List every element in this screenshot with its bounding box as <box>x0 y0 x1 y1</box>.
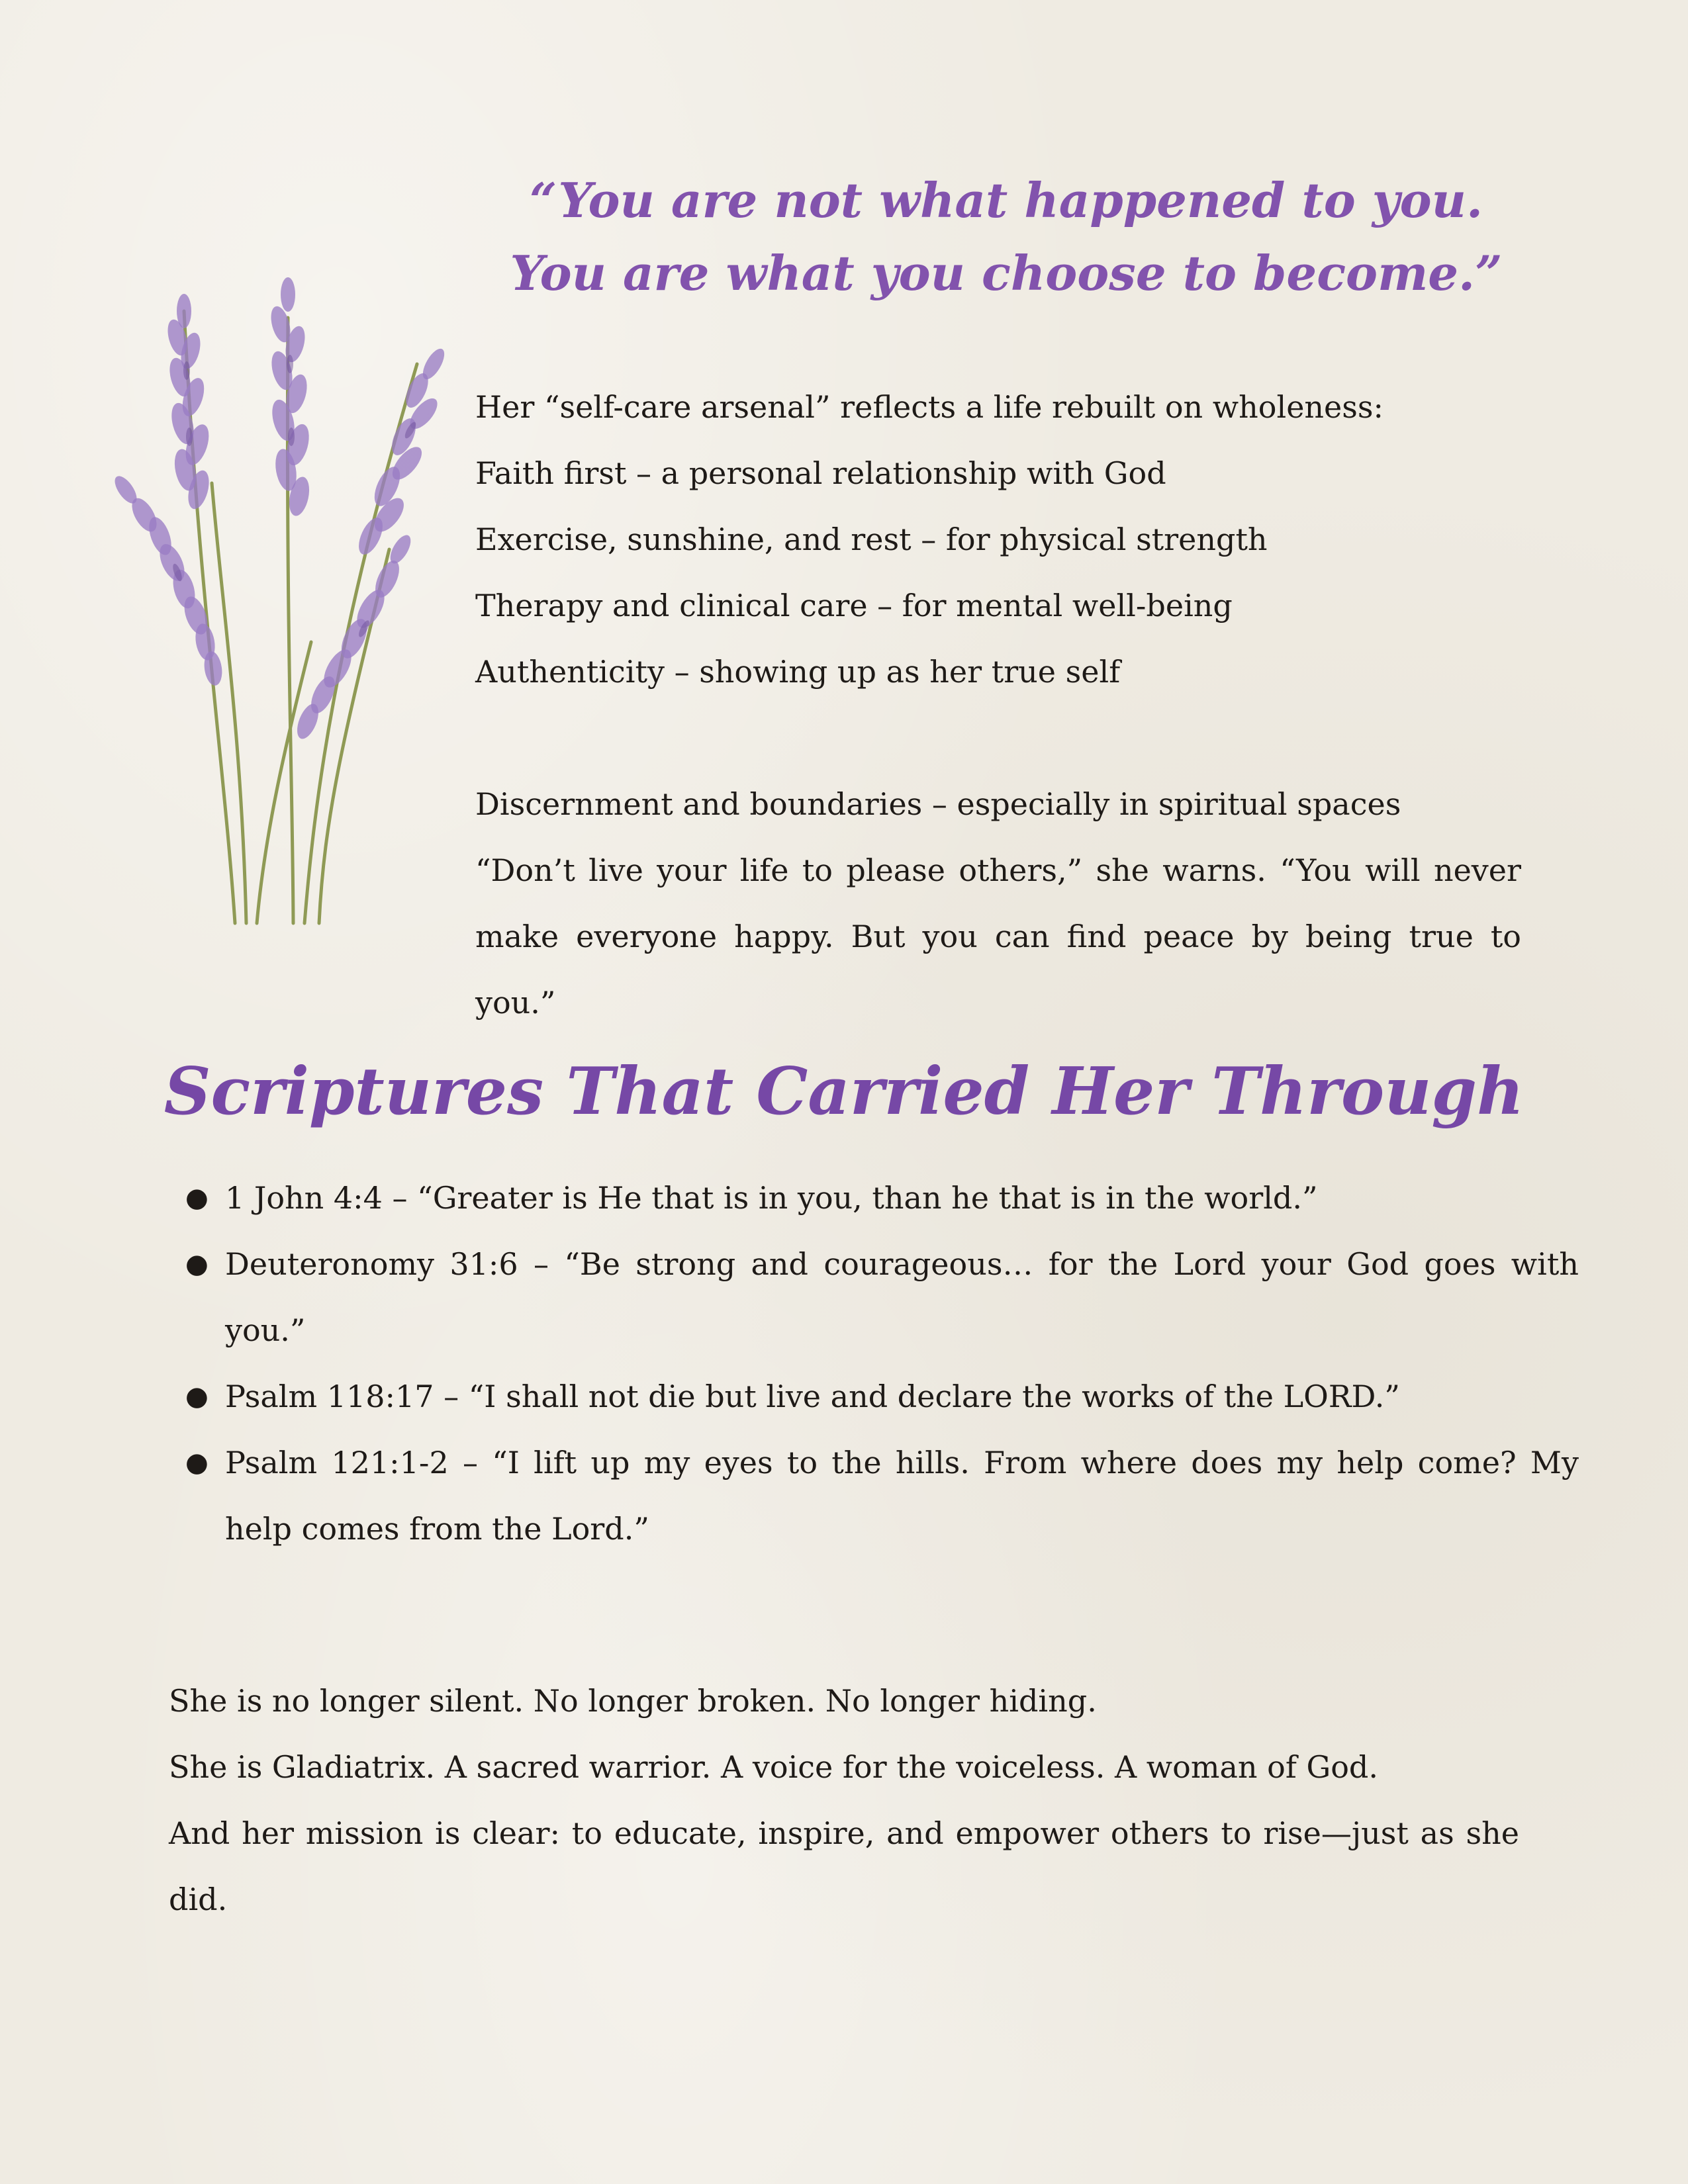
self-care-intro: Her “self-care arsenal” reflects a life rebuilt on wholeness: <box>475 389 1383 425</box>
scripture-item <box>185 1363 1579 1430</box>
scripture-text: Deuteronomy 31:6 – “Be strong and courageous… for the Lord your God goes with you.” <box>225 1246 1579 1348</box>
closing-line: She is Gladiatrix. A sacred warrior. A voice for the voiceless. A woman of God. <box>169 1749 1378 1785</box>
self-care-item: Therapy and clinical care – for mental well-being <box>475 588 1233 623</box>
scriptures-heading: Scriptures That Carried Her Through <box>164 1054 1524 1130</box>
closing-section <box>169 1668 1519 1933</box>
self-care-item: Faith first – a personal relationship with God <box>475 455 1166 491</box>
scripture-text: Psalm 118:17 – “I shall not die but live and declare the works of the LORD.” <box>225 1379 1400 1414</box>
self-care-section <box>475 374 1521 1036</box>
lavender-illustration <box>106 271 463 933</box>
lavender-blossoms <box>111 277 448 742</box>
self-care-item: Discernment and boundaries – especially in spiritual spaces <box>475 786 1401 822</box>
scripture-item <box>185 1231 1579 1363</box>
scripture-list <box>165 1165 1579 1562</box>
bullet-icon: ● <box>185 1183 209 1213</box>
scripture-item <box>185 1430 1579 1562</box>
self-care-warning: “Don’t live your life to please others,” she warns. “You will never make everyone happy. But you can find peace by being true to you.” <box>475 852 1521 1021</box>
scripture-item <box>185 1165 1579 1231</box>
closing-line: She is no longer silent. No longer broken. No longer hiding. <box>169 1683 1097 1719</box>
pull-quote <box>477 164 1536 310</box>
bullet-icon: ● <box>185 1447 209 1478</box>
pull-quote-line-1: “You are not what happened to you. <box>529 172 1483 228</box>
bullet-icon: ● <box>185 1381 209 1412</box>
pull-quote-line-2: You are what you choose to become.” <box>510 245 1503 301</box>
scripture-text: 1 John 4:4 – “Greater is He that is in you, than he that is in the world.” <box>225 1180 1318 1216</box>
paragraph-gap <box>475 705 1521 771</box>
self-care-item: Exercise, sunshine, and rest – for physical strength <box>475 522 1268 557</box>
bullet-icon: ● <box>185 1249 209 1279</box>
scripture-text: Psalm 121:1-2 – “I lift up my eyes to the hills. From where does my help come? My help comes from the Lord.” <box>225 1445 1579 1547</box>
self-care-item: Authenticity – showing up as her true self <box>475 654 1121 690</box>
closing-line: And her mission is clear: to educate, inspire, and empower others to rise—just as she did. <box>169 1815 1519 1917</box>
